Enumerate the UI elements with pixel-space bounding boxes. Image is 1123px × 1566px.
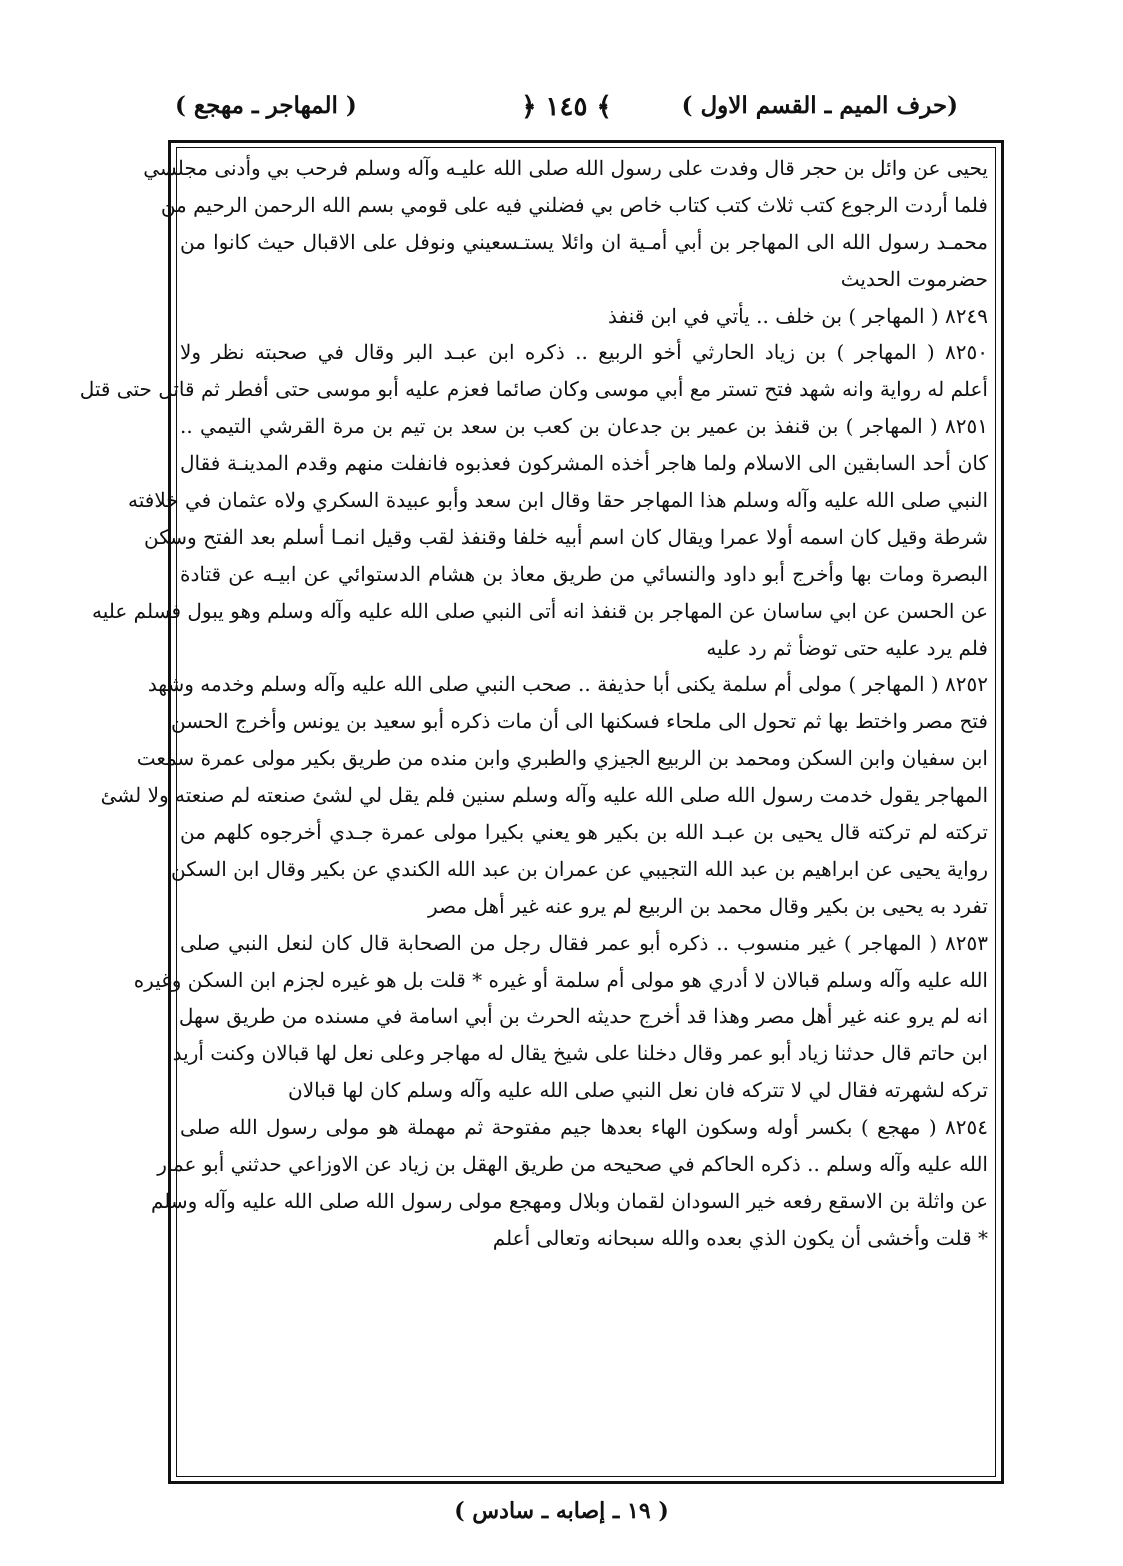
text-line: المهاجر يقول خدمت رسول الله صلى الله عليه وآله وسلم سنين فلم يقل لي لشئ صنعته لم صنعته ولا لشئ (100, 783, 988, 808)
text-line: الله عليه وآله وسلم قبالان لا أدري هو مولى أم سلمة أو غيره * قلت بل هو غيره لجزم ابن السكن وغيره (133, 967, 988, 992)
text-line: عن الحسن عن ابي ساسان عن المهاجر بن قنفذ انه أتى النبي صلى الله عليه وآله وسلم وهو يبول فسلم عليه (92, 598, 988, 623)
page-footer: ( ١٩ ـ إصابه ـ سادس ) (454, 1498, 669, 1524)
text-line: حضرموت الحديث (840, 266, 988, 291)
text-line: محمـد رسول الله الى المهاجر بن أبي أمـية ان وائلا يستـسعيني ونوفل على الاقبال حيث كانوا من (180, 229, 988, 254)
entry-8253: ٨٢٥٣ ( المهاجر ) غير منسوب .. ذكره أبو عمر فقال رجل من الصحابة قال كان لنعل النبي صلى (180, 930, 988, 955)
entry-8249: ٨٢٤٩ ( المهاجر ) بن خلف .. يأتي في ابن قنفذ (608, 303, 988, 328)
text-line: تركته لم تركته قال يحيى بن عبـد الله بن بكير هو يعني بكيرا مولى عمرة جـدي أخرجوه كلهم من (180, 820, 988, 845)
text-line: النبي صلى الله عليه وآله وسلم هذا المهاجر حقا وقال ابن سعد وأبو عبيدة السكري ولاه عثمان في خلافته (128, 488, 988, 513)
text-line: شرطة وقيل كان اسمه أولا عمرا ويقال كان اسم أبيه خلفا وقنفذ لقب وقيل انمـا أسلم بعد الفتح وسكن (144, 524, 988, 549)
text-line: أعلم له رواية وانه شهد فتح تستر مع أبي موسى وكان صائما فعزم عليه أبو موسى حتى أفطر ثم قاتل حتى قتل (79, 377, 988, 402)
page-header (175, 92, 958, 144)
text-line: يحيى عن وائل بن حجر قال وفدت على رسول الله صلى الله عليـه وآله وسلم فرحب بي وأدنى مجلسي (143, 156, 988, 180)
entry-8254: ٨٢٥٤ ( مهجع ) بكسر أوله وسكون الهاء بعدها جيم مفتوحة ثم مهملة هو مولى رسول الله صلى (180, 1115, 988, 1140)
entry-8250: ٨٢٥٠ ( المهاجر ) بن زياد الحارثي أخو الربيع .. ذكره ابن عبـد البر وقال في صحبته نظر ولا (180, 340, 988, 365)
entry-8251: ٨٢٥١ ( المهاجر ) بن قنفذ بن عمير بن جدعان بن كعب بن سعد بن تيم بن مرة القرشي التيمي .. (180, 414, 988, 439)
text-line: تفرد به يحيى بن بكير وقال محمد بن الربيع لم يرو عنه غير أهل مصر (427, 893, 988, 918)
text-line: كان أحد السابقين الى الاسلام ولما هاجر أخذه المشركون فعذبوه فانفلت منهم وقدم المدينـة فقال (180, 451, 988, 476)
text-line: انه لم يرو عنه غير أهل مصر وهذا قد أخرج حديثه الحرث بن أبي اسامة في مسنده من طريق سهل (178, 1004, 988, 1029)
text-line: عن واثلة بن الاسقع رفعه خير السودان لقمان وبلال ومهجع مولى رسول الله صلى الله عليه وآله وسلم (150, 1188, 988, 1213)
text-line: رواية يحيى عن ابراهيم بن عبد الله التجيبي عن عمران بن عبد الله الكندي عن بكير وقال ابن السكن (171, 856, 988, 881)
text-line: فلم يرد عليه حتى توضأ ثم رد عليه (706, 635, 988, 660)
text-line: الله عليه وآله وسلم .. ذكره الحاكم في صحيحه من طريق الهقل بن زياد عن الاوزاعي حدثني أبو عمار (157, 1152, 988, 1177)
text-line: * قلت وأخشى أن يكون الذي بعده والله سبحانه وتعالى أعلم (492, 1225, 988, 1250)
text-line: تركه لشهرته فقال لي لا تتركه فان نعل النبي صلى الله عليه وآله وسلم كان لها قبالان (288, 1078, 988, 1103)
header-entry-range: ( المهاجر ـ مهجع ) (175, 92, 357, 119)
body-text (79, 150, 988, 1470)
header-chapter-title: (حرف الميم ـ القسم الاول ) (681, 92, 958, 119)
page-number: ﴾ ١٤٥ ﴿ (521, 92, 612, 122)
text-line: البصرة ومات بها وأخرج أبو داود والنسائي من طريق معاذ بن هشام الدستوائي عن ابيـه عن قتادة (180, 561, 988, 586)
text-line: فلما أردت الرجوع كتب ثلاث كتب كتاب خاص بي فضلني فيه على قومي بسم الله الرحمن الرحيم من (160, 192, 988, 217)
text-line: ابن حاتم قال حدثنا زياد أبو عمر وقال دخلنا على شيخ يقال له مهاجر وعلى نعل لها قبالان وكنت أريد (172, 1041, 988, 1066)
entry-8252: ٨٢٥٢ ( المهاجر ) مولى أم سلمة يكنى أبا حذيفة .. صحب النبي صلى الله عليه وآله وسلم وخدمه وشهد (147, 672, 988, 697)
text-line: فتح مصر واختط بها ثم تحول الى ملحاء فسكنها الى أن مات ذكره أبو سعيد بن يونس وأخرج الحسن (170, 709, 988, 734)
text-line: ابن سفيان وابن السكن ومحمد بن الربيع الجيزي والطبري وابن منده من طريق بكير مولى عمرة سمعت (136, 746, 988, 771)
